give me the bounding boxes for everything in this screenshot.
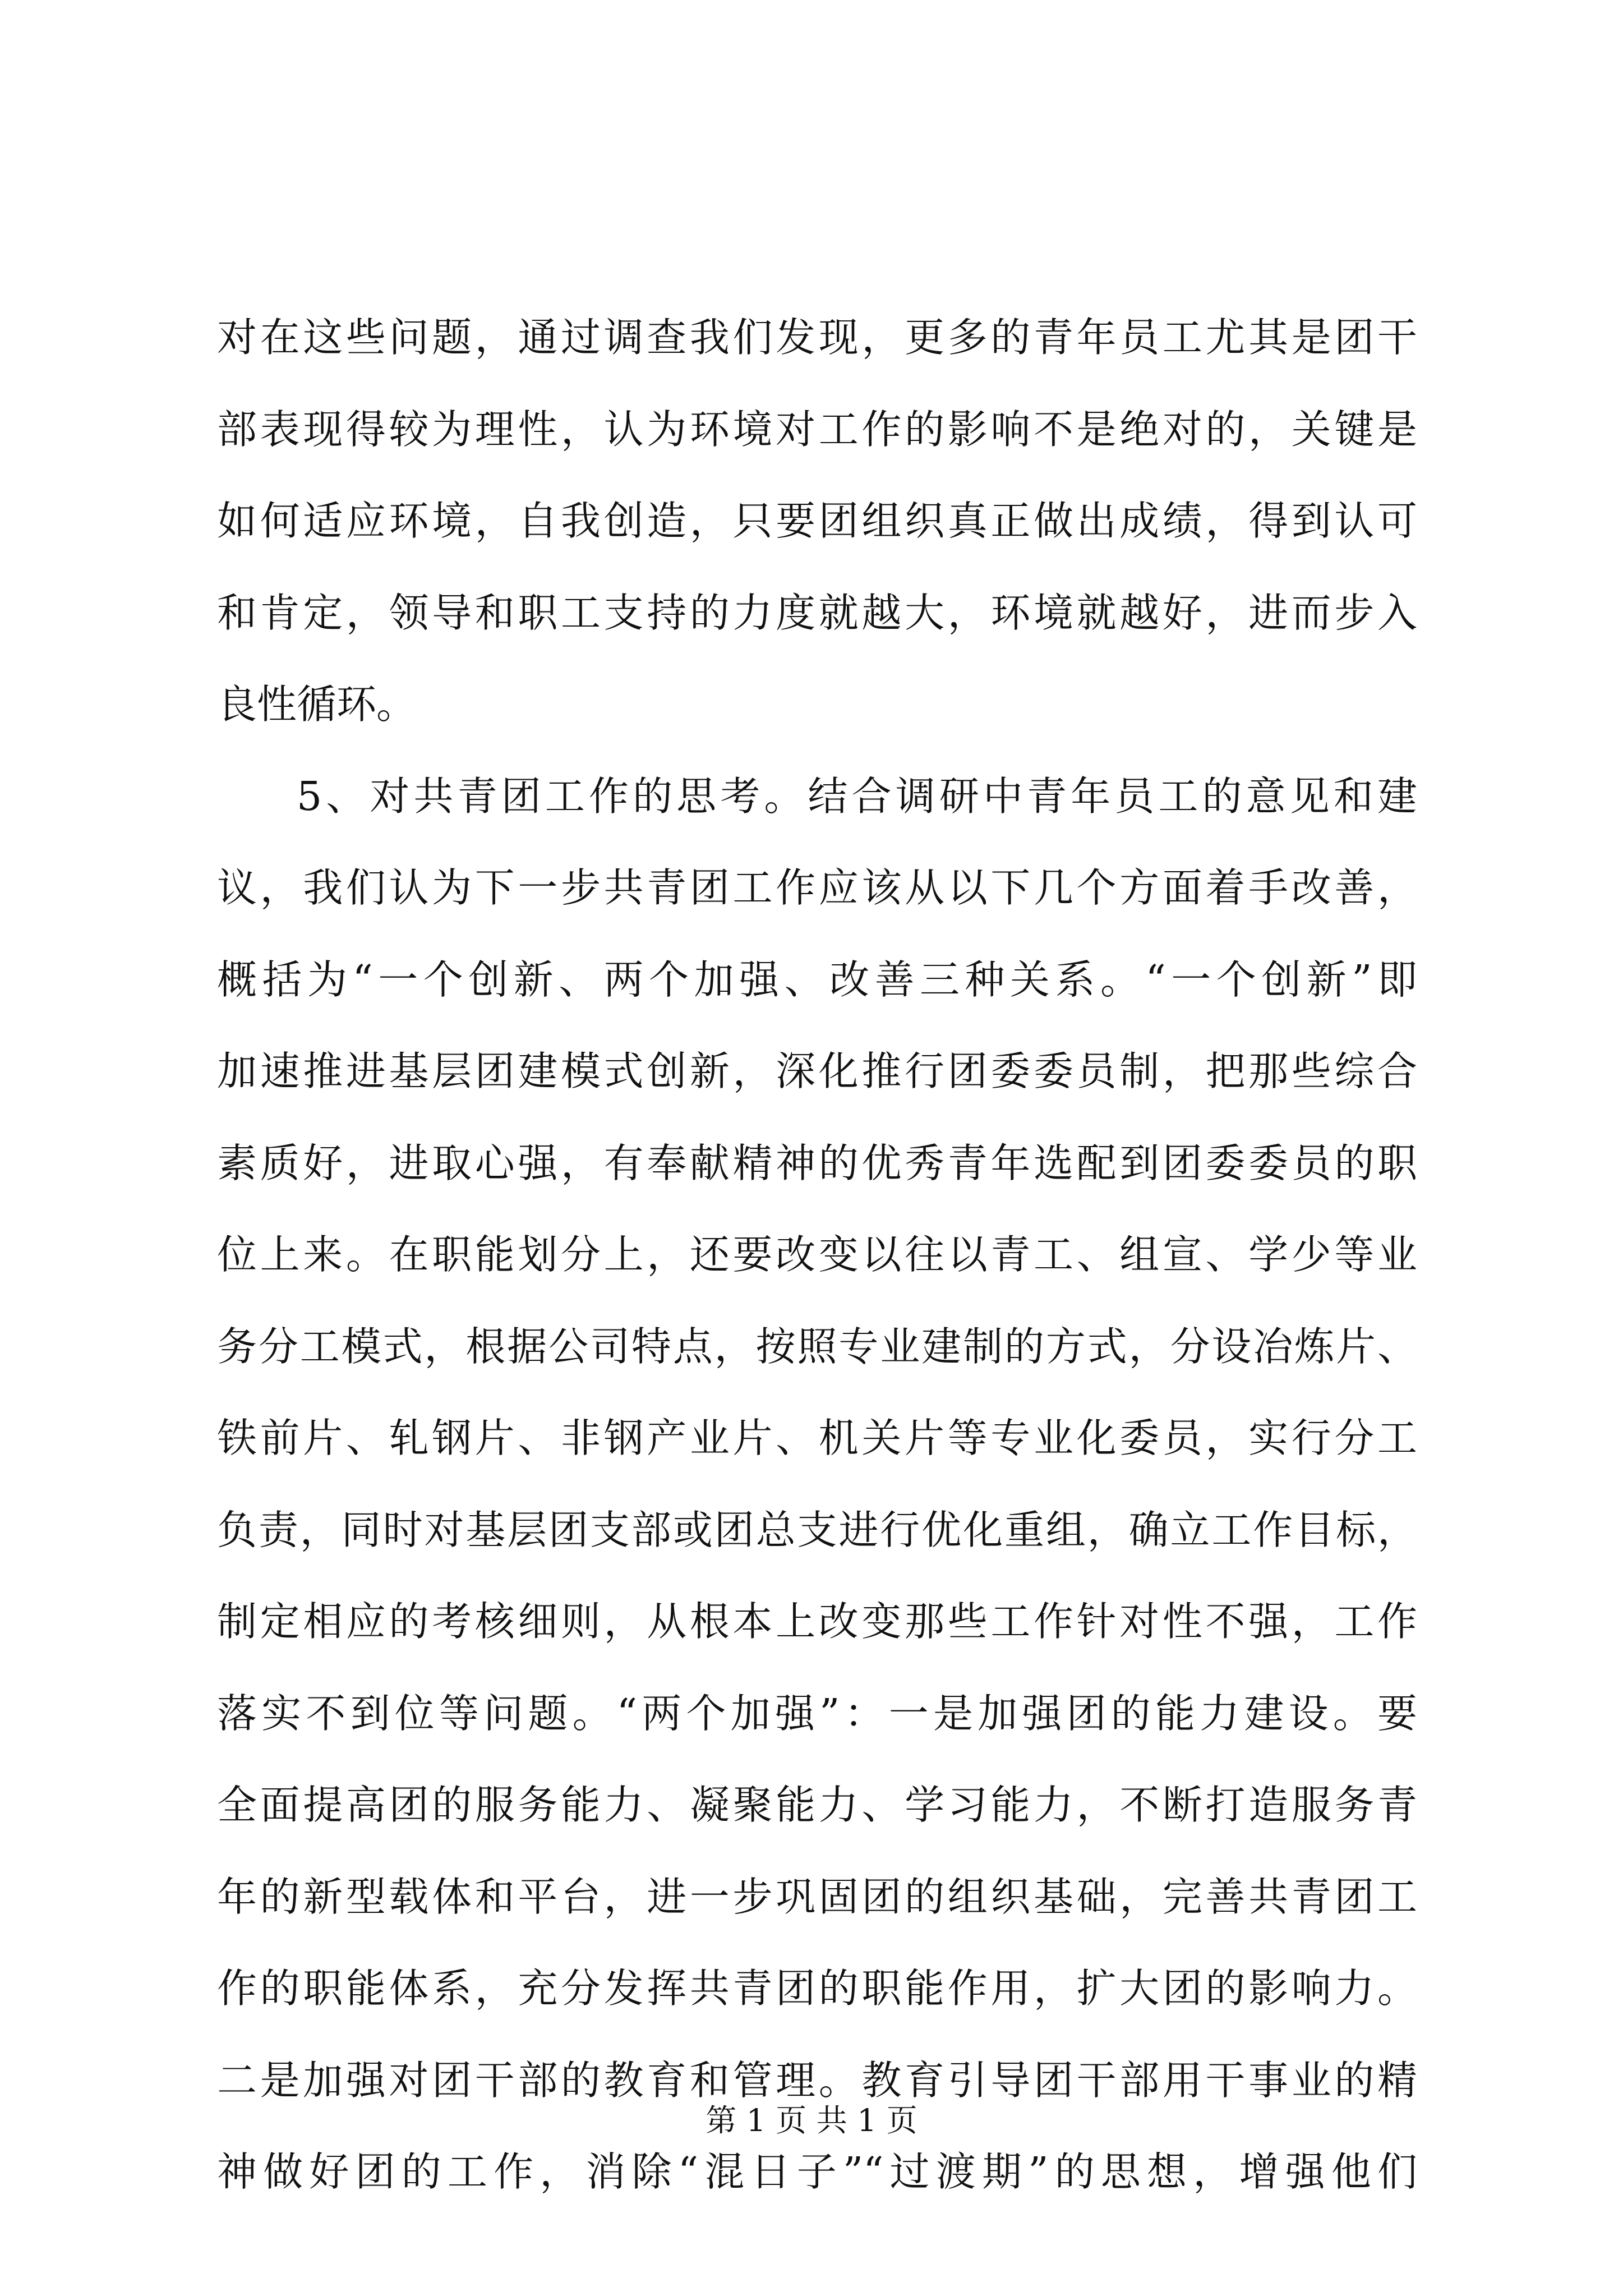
text-line: 加速推进基层团建模式创新，深化推行团委委员制，把那些综合 xyxy=(217,1048,1417,1094)
text-line: 神做好团的工作，消除“混日子”“过渡期”的思想，增强他们 xyxy=(217,2148,1417,2195)
text-line: 年的新型载体和平台，进一步巩固团的组织基础，完善共青团工 xyxy=(217,1873,1417,1920)
text-line: 如何适应环境，自我创造，只要团组织真正做出成绩，得到认可 xyxy=(217,498,1417,544)
text-line: 良性循环。 xyxy=(217,681,417,728)
text-line: 对在这些问题，通过调查我们发现，更多的青年员工尤其是团干 xyxy=(217,314,1417,361)
text-line: 位上来。在职能划分上，还要改变以往以青工、组宣、学少等业 xyxy=(217,1231,1417,1278)
text-line: 素质好，进取心强，有奉献精神的优秀青年选配到团委委员的职 xyxy=(217,1139,1417,1186)
text-line: 制定相应的考核细则，从根本上改变那些工作针对性不强，工作 xyxy=(217,1598,1417,1645)
text-line: 落实不到位等问题。“两个加强”：一是加强团的能力建设。要 xyxy=(217,1690,1417,1737)
paragraph-1 xyxy=(217,292,1417,751)
document-body xyxy=(217,292,1417,2218)
text-line: 铁前片、轧钢片、非钢产业片、机关片等专业化委员，实行分工 xyxy=(217,1415,1417,1461)
page-number-footer: 第 1 页 共 1 页 xyxy=(706,2102,917,2138)
text-line: 和肯定，领导和职工支持的力度就越大，环境就越好，进而步入 xyxy=(217,589,1417,636)
text-line: 议，我们认为下一步共青团工作应该从以下几个方面着手改善， xyxy=(217,864,1417,911)
paragraph-2 xyxy=(217,751,1417,2218)
text-line: 全面提高团的服务能力、凝聚能力、学习能力，不断打造服务青 xyxy=(217,1782,1417,1828)
text-line: 概括为“一个创新、两个加强、改善三种关系。“一个创新”即 xyxy=(217,956,1417,1003)
text-line: 二是加强对团干部的教育和管理。教育引导团干部用干事业的精 xyxy=(217,2056,1417,2104)
text-line: 5、对共青团工作的思考。结合调研中青年员工的意见和建 xyxy=(297,772,1417,820)
text-line: 务分工模式，根据公司特点，按照专业建制的方式，分设冶炼片、 xyxy=(217,1323,1417,1370)
text-line: 作的职能体系，充分发挥共青团的职能作用，扩大团的影响力。 xyxy=(217,1965,1417,2012)
text-line: 部表现得较为理性，认为环境对工作的影响不是绝对的，关键是 xyxy=(217,406,1417,453)
text-line: 负责，同时对基层团支部或团总支进行优化重组，确立工作目标， xyxy=(217,1506,1417,1553)
